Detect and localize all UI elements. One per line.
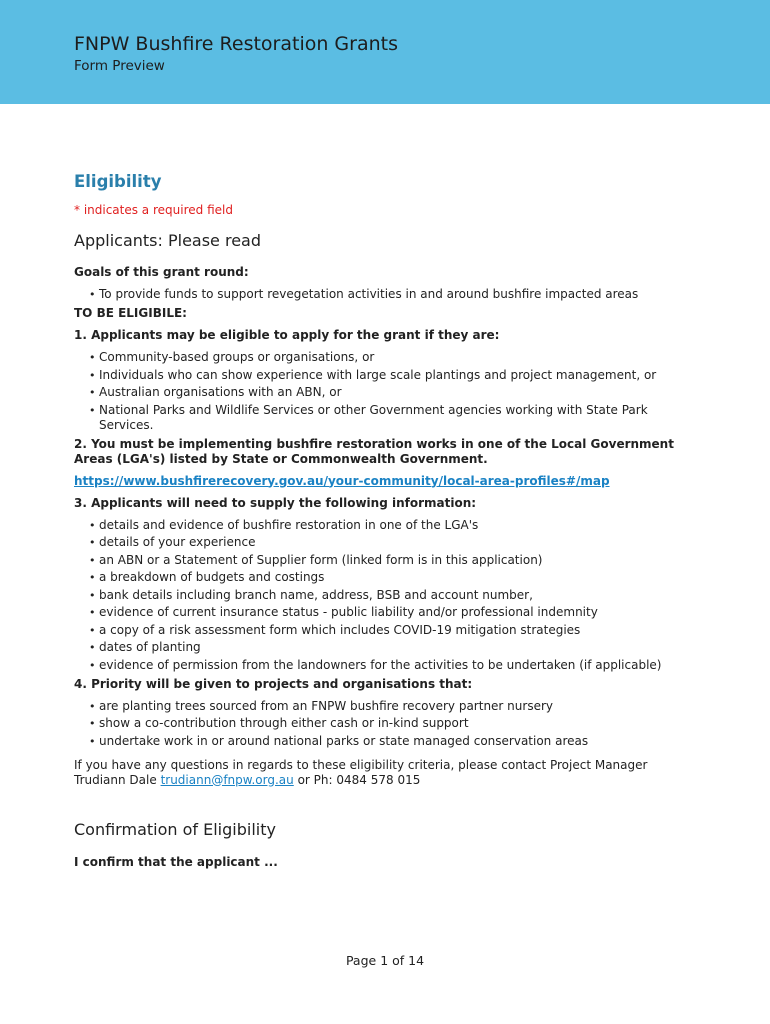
point-2: 2. You must be implementing bushfire restoration works in one of the Local Government Areas (LGA's) listed by State or Commonwealth Government. xyxy=(74,436,674,466)
bullet-icon: • xyxy=(89,734,96,748)
point-3: 3. Applicants will need to supply the following information: xyxy=(74,495,477,510)
page-number: Page 1 of 14 xyxy=(345,953,425,968)
eligible-heading: TO BE ELIGIBILE: xyxy=(74,306,187,320)
list-item: • Community-based groups or organisations, or xyxy=(89,350,375,364)
form-title: FNPW Bushfire Restoration Grants xyxy=(74,33,399,55)
list-item: • To provide funds to support revegetation activities in and around bushfire impacted areas xyxy=(89,287,639,301)
list-item: • bank details including branch name, address, BSB and account number, xyxy=(89,587,533,602)
form-subtitle: Form Preview xyxy=(74,58,165,74)
goals-heading: Goals of this grant round: xyxy=(74,265,249,279)
bullet-icon: • xyxy=(89,606,96,619)
applicants-heading: Applicants: Please read xyxy=(74,231,262,250)
point-3-list xyxy=(74,518,694,673)
bullet-icon: • xyxy=(89,571,96,584)
list-item: • dates of planting xyxy=(89,640,201,654)
list-item: • undertake work in or around national parks or state managed conservation areas xyxy=(89,733,589,748)
bullet-icon: • xyxy=(89,351,96,364)
list-item: • a breakdown of budgets and costings xyxy=(89,570,325,584)
list-item: • Australian organisations with an ABN, or xyxy=(89,385,342,399)
list-item: • Individuals who can show experience with large scale plantings and project management, or xyxy=(89,367,657,382)
bullet-icon: • xyxy=(89,717,96,730)
form-header xyxy=(0,0,770,104)
list-item: • are planting trees sourced from an FNPW bushfire recovery partner nursery xyxy=(89,698,553,713)
contact-email-link[interactable]: trudiann@fnpw.org.au xyxy=(160,772,294,787)
list-item: • an ABN or a Statement of Supplier form (linked form is in this application) xyxy=(89,552,543,567)
bullet-icon: • xyxy=(89,623,96,637)
confirm-text: I confirm that the applicant ... xyxy=(74,854,278,869)
bullet-icon: • xyxy=(89,553,96,567)
section-title: Eligibility xyxy=(74,172,162,191)
bullet-icon: • xyxy=(89,368,96,382)
confirmation-heading: Confirmation of Eligibility xyxy=(74,819,276,839)
point-1-list xyxy=(74,350,694,433)
bullet-icon: • xyxy=(89,518,96,532)
required-field-note: * indicates a required field xyxy=(74,203,233,217)
goals-list xyxy=(74,287,694,302)
bullet-icon: • xyxy=(89,536,96,549)
list-item: • show a co-contribution through either cash or in-kind support xyxy=(89,716,469,730)
bullet-icon: • xyxy=(89,658,96,672)
list-item: • a copy of a risk assessment form which includes COVID-19 mitigation strategies xyxy=(89,622,581,637)
bullet-icon: • xyxy=(89,641,96,654)
lga-map-link[interactable]: https://www.bushfirerecovery.gov.au/your-community/local-area-profiles#/map xyxy=(74,473,610,488)
list-item: • details of your experience xyxy=(89,535,256,549)
contact-paragraph: If you have any questions in regards to these eligibility criteria, please contact Project Manager Trudiann Dale trudiann@fnpw.org.au or Ph: 0484 578 015 xyxy=(74,757,648,787)
list-item: • evidence of current insurance status - public liability and/or professional indemnity xyxy=(89,605,598,619)
bullet-icon: • xyxy=(89,699,96,713)
bullet-icon: • xyxy=(89,588,96,602)
list-item: • evidence of permission from the landowners for the activities to be undertaken (if applicable) xyxy=(89,657,662,672)
bullet-icon: • xyxy=(89,288,96,301)
point-1: 1. Applicants may be eligible to apply for the grant if they are: xyxy=(74,328,500,342)
point-4-list xyxy=(74,699,694,749)
list-item: • National Parks and Wildlife Services or other Government agencies working with State Park Services. xyxy=(89,402,648,432)
bullet-icon: • xyxy=(89,403,96,417)
point-4: 4. Priority will be given to projects and organisations that: xyxy=(74,676,473,691)
bullet-icon: • xyxy=(89,386,96,399)
lga-map-link-line xyxy=(74,474,694,489)
list-item: • details and evidence of bushfire restoration in one of the LGA's xyxy=(89,517,479,532)
form-content xyxy=(74,172,694,870)
